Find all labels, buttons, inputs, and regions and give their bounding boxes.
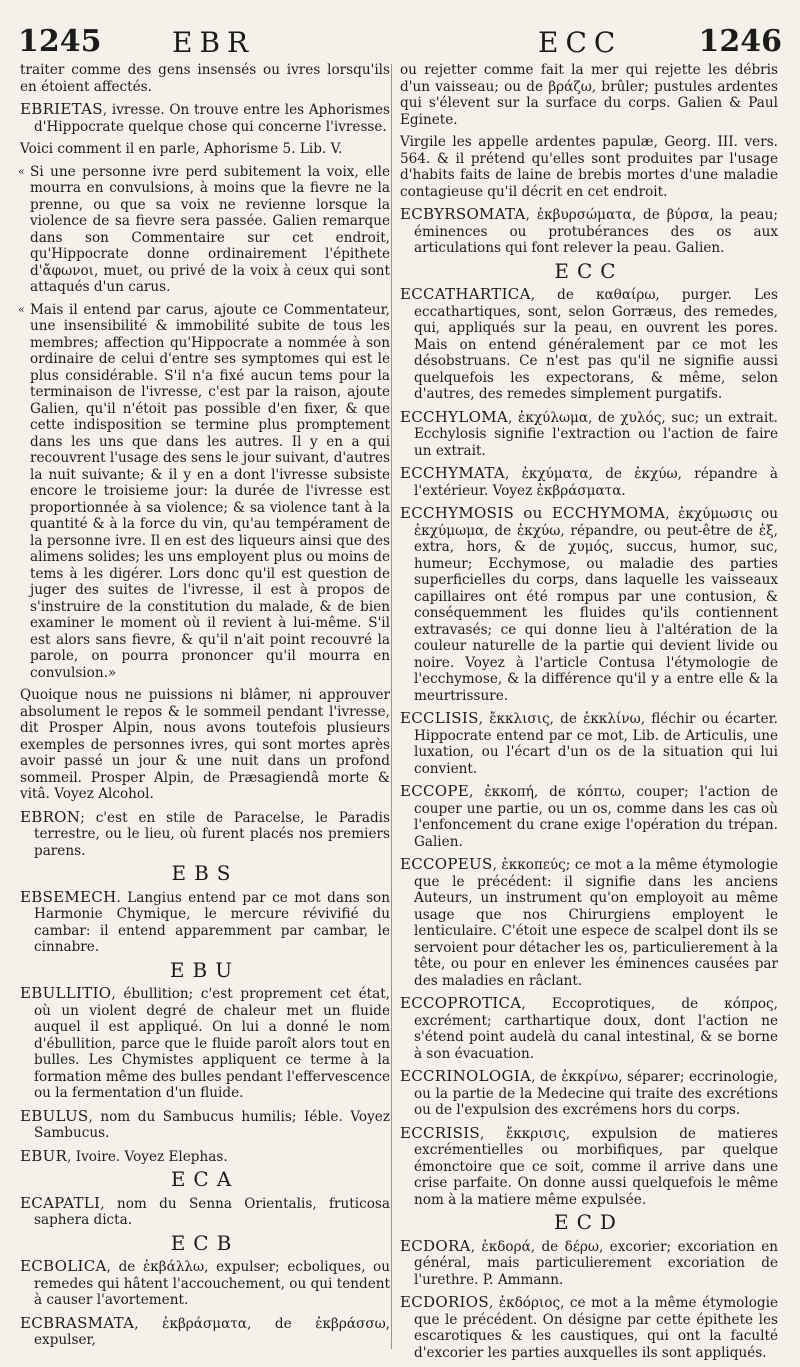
entry-ebrietas xyxy=(20,101,390,135)
entry-text: , ἐκδορά, de δέρω, excorier; excoriation en général, mais particulierement excoriation de l'urethre. P. Ammann. xyxy=(414,1238,778,1288)
entry-text: , ébullition; c'est proprement cet état, où un violent degré de chaleur met un fluide auquel il est appliqué. On lui a donné le nom d'ébullition, parce que le fluide paroît alors tout en bulles. Les Chymistes appliquent ce terme à la formation même des bulles pendant l'effervescence ou la fermentation d'un fluide. xyxy=(34,986,390,1101)
page-header xyxy=(18,24,782,64)
entry-text: , ἔκκρισις, expulsion de matieres excrémentielles ou morbifiques, par quelque émonctoire que ce soit, comme il arrive dans une crise parfaite. On donne aussi quelquefois le même nom à la matiere même expulsée. xyxy=(414,1125,778,1208)
entry-ecdora xyxy=(400,1238,778,1289)
headword: EBULLITIO xyxy=(20,984,112,1002)
quoted-passage: « Si une personne ivre perd subitement la voix, elle mourra en convulsions, à moins que la fievre ne la prenne, ou que sa voix ne revienne lorsque la violence de sa fievre sera passée. Galien remarque dans son Commentaire sur cet endroit, qu'Hippocrate donne ordinairement l'épithete d'ἄφωνοι, muet, ou privé de la voix à ceux qui sont attaqués d'un carus. xyxy=(20,164,390,296)
left-running-head: EBR xyxy=(172,26,256,59)
entry-text: , ἐκχύλωμα, de χυλός, suc; un extrait. Ecchylosis signifie l'extraction ou l'action de faire un extrait. xyxy=(414,409,778,459)
headword: ECCATHARTICA xyxy=(400,285,531,303)
section-heading: ECA xyxy=(170,1167,240,1191)
entry-text: , ἐκδόριος, ce mot a la même étymologie que le précédent. On désigne par cette épithete les escarotiques & les caustiques, qui ont la faculté d'excorier les parties auxquelles ils sont appliqués. xyxy=(414,1295,778,1361)
section-heading: EBU xyxy=(169,957,241,982)
entry-text: , de ἐκκρίνω, séparer; eccrinologie, ou la partie de la Medecine qui traite des excrétions ou de l'expulsion des excrémens hors du corps. xyxy=(414,1069,778,1118)
entry-ebsemech xyxy=(20,889,390,956)
section-heading: ECC xyxy=(554,258,624,283)
headword: ECDORA xyxy=(400,1236,471,1255)
entry-text: , nom du Senna Orientalis, fruticosa saphera dicta. xyxy=(34,1195,390,1228)
entry-eccoprotica xyxy=(400,995,778,1062)
entry-text: , de καθαίρω, purger. Les eccathartiques, sont, selon Gorræus, des remedes, qui, appliqués sur la peau, en ouvrent les pores. Mais on entend généralement par ce mot les désobstruans. Ce n'est pas qu'il ne signifie aussi quelquefois les expectorans, & même, selon d'autres, des remedes simplement purgatifs. xyxy=(414,287,778,402)
right-page-number: 1246 xyxy=(698,24,782,59)
headword: ECCHYLOMA xyxy=(400,407,509,426)
entry-text: , ἐκβυρσώματα, de βύρσα, la peau; éminences ou protubérances des os aux articulations qui font relever la peau. Galien. xyxy=(414,207,778,256)
section-heading: EBS xyxy=(171,861,239,885)
entry-text: , nom du Sambucus humilis; Iéble. Voyez Sambucus. xyxy=(34,1108,390,1141)
continuation-text: traiter comme des gens insensés ou ivres lorsqu'ils en étoient affectés. xyxy=(20,62,390,95)
quoted-passage: « Mais il entend par carus, ajoute ce Commentateur, une insensibilité & immobilité subite de tous les membres; affection qu'Hippocrate a nommée à son ordinaire de celui d'entre ses symptomes qui est le plus considérable. S'il n'a fixé aucun tems pour la terminaison de l'ivresse, c'est par la raison, ajoute Galien, qu'il n'étoit pas possible d'en fixer, & que cette indisposition se termine plus promptement dans les uns que dans les autres. Il y en a qui recouvrent l'usage des sens le jour suivant, d'autres la nuit suivante; & il y en a dont l'ivresse subsiste encore le troisieme jour: la durée de l'ivresse est proportionnée à sa violence; & sa violence tant à la quantité & à la force du vin, qu'au tempérament de la personne ivre. Il en est des liqueurs ainsi que des alimens solides; les uns employent plus ou moins de tems à les digérer. Lors donc qu'il est question de juger des suites de l'ivresse, il est à propos de s'instruire de la constitution du malade, & de bien examiner le moment où il revient à lui-même. S'il est alors sans fievre, & qu'il n'ait point recouvré la parole, on pourra prononcer qu'il mourra en convulsion.» xyxy=(20,302,390,682)
entry-ebur xyxy=(20,1148,390,1166)
entry-ecchyloma xyxy=(400,409,778,460)
entry-ecbrasmata xyxy=(20,1315,390,1349)
entry-ecchymata xyxy=(400,465,778,499)
entry-ebron xyxy=(20,809,390,860)
entry-eccopeus xyxy=(400,856,778,989)
headword: ECCOPROTICA xyxy=(400,994,522,1012)
entry-eccrinologia xyxy=(400,1068,778,1119)
entry-eccope xyxy=(400,783,778,850)
headword: ECCOPEUS xyxy=(400,855,493,873)
entry-text: , ἐκκοπή, de κόπτω, couper; l'action de couper une partie, ou un os, comme dans les cas où l'enfoncement du crane exige l'opération du trépan. Galien. xyxy=(414,784,778,850)
headword: ECBOLICA xyxy=(20,1257,107,1275)
entry-eccrisis xyxy=(400,1125,778,1209)
entry-ebulus xyxy=(20,1108,390,1142)
headword: ECCOPE xyxy=(400,782,470,800)
entry-text: , ἐκκοπεύς; ce mot a la même étymologie que le précédent: il signifie dans les anciens Auteurs, un instrument qu'on employoit au même usage que nos Chirurgiens employent le lenticulaire. C'étoit une espece de scalpel dont ils se servoient pour détacher les os, particulierement à la tête, ou pour en enlever les éminences causées par des maladies en râclant. xyxy=(414,857,778,989)
headword: ECAPATLI xyxy=(20,1193,101,1212)
entry-text: , ἐκχύμωσις ou ἐκχύμωμα, de ἐκχύω, répandre, ou peut-être de ἐξ, extra, hors, & de χυμός, succus, humor, suc, humeur; Ecchymose, ou maladie des parties superficielles du corps, dans laquelle les vaisseaux capillaires ont été rompus par une contusion, & conséquemment les fluides qu'ils contiennent extravasés; ce qui donne lieu à l'altération de la couleur naturelle de la partie qui devient livide ou noire. Voyez à l'article Contusa l'étymologie de l'ecchymose, & la différence qu'il y a entre elle & la meurtrissure. xyxy=(414,506,778,704)
entry-text: , ivresse. On trouve entre les Aphorismes d'Hippocrate quelque chose qui concerne l'ivresse. xyxy=(34,102,390,135)
entry-ecapatli xyxy=(20,1195,390,1229)
left-page-number: 1245 xyxy=(18,24,102,59)
voici-paragraph: Voici comment il en parle, Aphorisme 5. Lib. V. xyxy=(20,141,343,157)
entry-text: ; c'est en stile de Paracelse, le Paradis terrestre, ou le lieu, où furent placés nos premiers parens. xyxy=(34,809,390,859)
section-heading: ECD xyxy=(554,1210,624,1234)
entry-text: , Eccoprotiques, de κόπρος, excrément; carthartique doux, dont l'action ne s'étend point audelà du canal intestinal, & se borne à son évacuation. xyxy=(414,996,778,1062)
entry-ecchymosis xyxy=(400,505,778,704)
entry-text: . Langius entend par ce mot dans son Harmonie Chymique, le mercure révivifié du cambar: il entend apparemment par cambar, le cinnabre. xyxy=(34,889,390,955)
headword: EBULUS xyxy=(20,1106,89,1125)
virgile-paragraph: Virgile les appelle ardentes papulæ, Georg. III. vers. 564. & il prétend qu'elles sont produites par l'usage d'habits faits de laine de brebis mortes d'une maladie contagieuse qu'il décrit en cet endroit. xyxy=(400,134,778,200)
entry-text: , ἔκκλισις, de ἐκκλίνω, fléchir ou écarter. Hippocrate entend par ce mot, Lib. de Articulis, une luxation, ou l'écart d'un os de la situation qui lui convient. xyxy=(414,711,778,777)
headword: ECDORIOS xyxy=(400,1293,489,1311)
headword: ECBYRSOMATA xyxy=(400,205,526,223)
entry-ecbyrsomata xyxy=(400,206,778,257)
headword: EBUR xyxy=(20,1146,68,1165)
headword: ECBRASMATA xyxy=(20,1313,135,1332)
entry-text: , Ivoire. Voyez Elephas. xyxy=(67,1148,228,1165)
right-column xyxy=(400,62,778,1367)
headword: ECCHYMATA xyxy=(400,464,505,482)
headword: EBRON xyxy=(20,807,81,826)
entry-text: , ἐκβράσματα, de ἐκβράσσω, expulser, xyxy=(34,1315,390,1348)
entry-ecclisis xyxy=(400,710,778,777)
section-heading: ECB xyxy=(170,1230,240,1255)
continuation-text: ou rejetter comme fait la mer qui rejette les débris d'un vaisseau; ou de βράζω, brûler; pustules ardentes qui s'élevent sur la surface du corps. Galien & Paul Eginete. xyxy=(400,62,778,128)
headword: EBRIETAS xyxy=(20,100,103,118)
entry-text: , ἐκχύματα, de ἐκχύω, répandre à l'extérieur. Voyez ἐκβράσματα. xyxy=(414,466,778,499)
headword: EBSEMECH xyxy=(20,887,117,906)
headword: ECCRINOLOGIA xyxy=(400,1067,532,1085)
entry-ebullitio xyxy=(20,985,390,1102)
headword: ECCRISIS xyxy=(400,1123,480,1142)
column-divider xyxy=(391,64,392,1349)
right-running-head: ECC xyxy=(538,26,623,59)
entry-ecbolica xyxy=(20,1258,390,1309)
entry-text: , de ἐκβάλλω, expulser; ecboliques, ou remedes qui hâtent l'accouchement, ou qui tendent à causer l'avortement. xyxy=(34,1259,390,1308)
entry-ecdorios xyxy=(400,1294,778,1361)
left-column xyxy=(20,62,390,1355)
entry-eccathartica xyxy=(400,286,778,403)
quoique-paragraph: Quoique nous ne puissions ni blâmer, ni approuver absolument le repos & le sommeil pendant l'ivresse, dit Prosper Alpin, nous avons toutefois plusieurs exemples de personnes ivres, qui sont mortes après avoir passé un jour & une nuit dans un profond sommeil. Prosper Alpin, de Præsagiendâ morte & vitâ. Voyez Alcohol. xyxy=(20,687,390,802)
headword: ECCLISIS xyxy=(400,709,479,727)
headword: ECCHYMOSIS ou ECCHYMOMA xyxy=(400,504,666,522)
